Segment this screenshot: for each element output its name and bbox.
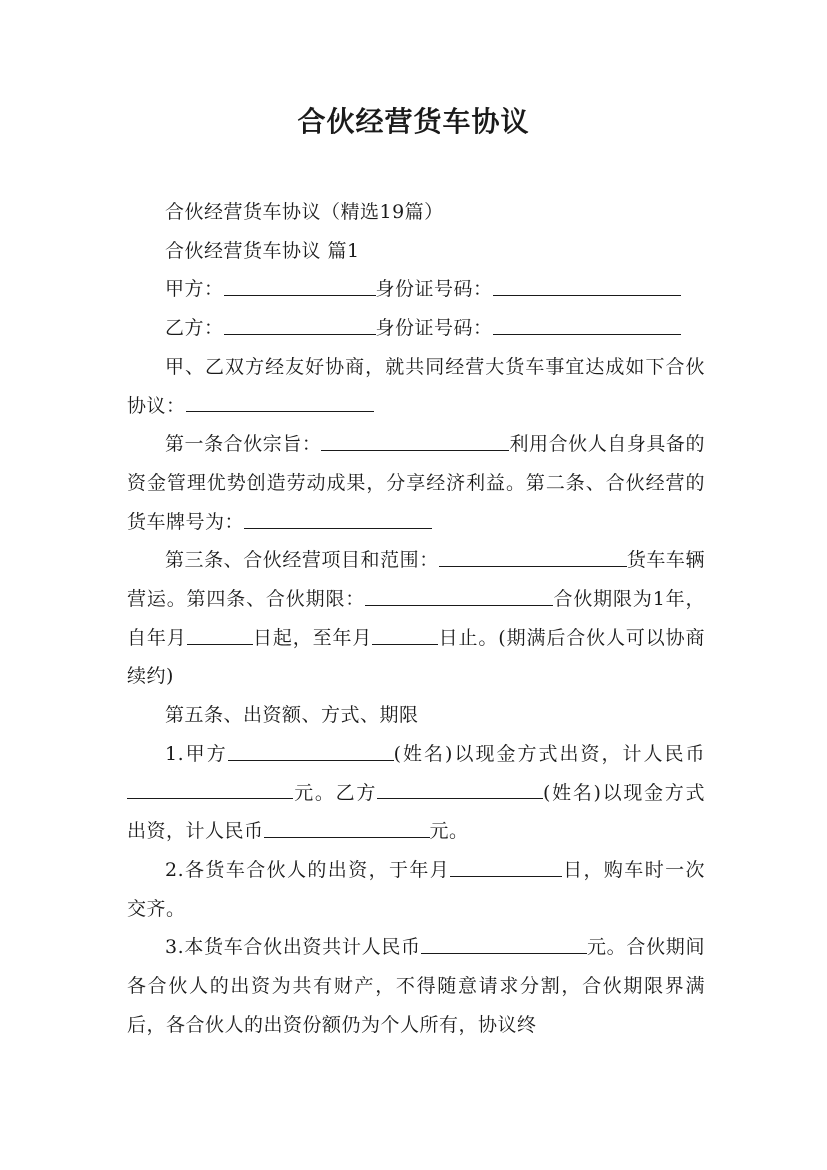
text-run: 合伙经营货车协议（精选19篇）	[165, 201, 444, 223]
text-run: 甲方：	[165, 278, 224, 301]
text-run: 合伙经营货车协议 篇1	[165, 239, 360, 262]
text-run: 甲、乙双方经友好协商，就共同经营大货车事宜达成如下合伙协议：	[127, 355, 705, 417]
paragraph-party-b	[127, 309, 705, 348]
fill-in-blank[interactable]	[421, 936, 587, 954]
fill-in-blank[interactable]	[187, 627, 253, 645]
text-run: 元。乙方	[293, 781, 378, 804]
fill-in-blank[interactable]	[127, 781, 293, 799]
fill-in-blank[interactable]	[372, 627, 438, 645]
fill-in-blank[interactable]	[321, 433, 509, 451]
paragraph-clause-3	[127, 928, 705, 1044]
text-run: 第三条、合伙经营项目和范围：	[165, 549, 439, 572]
text-run: 日，购车时一次交齐。	[127, 858, 705, 920]
text-run: 日起，至年月	[252, 626, 373, 649]
fill-in-blank[interactable]	[186, 394, 374, 412]
fill-in-blank[interactable]	[377, 781, 543, 799]
fill-in-blank[interactable]	[439, 549, 627, 567]
text-run: 货车车辆营运。第四条、合伙期限：	[127, 549, 705, 611]
text-run: (姓名)以现金方式出资，计人民币	[393, 742, 705, 765]
paragraph-section-heading	[127, 232, 705, 271]
text-run: 元。合伙期间各合伙人的出资为共有财产，不得随意请求分割，合伙期限界满后，各合伙人的出资份额仍为个人所有，协议终	[127, 936, 705, 1036]
paragraph-party-a	[127, 270, 705, 309]
text-run: 身份证号码：	[375, 317, 493, 340]
fill-in-blank[interactable]	[228, 743, 394, 761]
paragraph-article-3-4	[127, 541, 705, 696]
paragraph-subtitle	[127, 193, 705, 232]
document-title: 合伙经营货车协议	[297, 105, 530, 138]
text-run: 利用合伙人自身具备的资金管理优势创造劳动成果，分享经济利益。第二条、合伙经营的货车牌号为：	[127, 433, 705, 533]
text-run: 合伙期限为1年，自年月	[127, 588, 705, 649]
fill-in-blank[interactable]	[493, 278, 681, 296]
text-run: 第五条、出资额、方式、期限	[165, 704, 419, 727]
document-body	[127, 193, 705, 1044]
paragraph-clause-1	[127, 735, 705, 851]
text-run: 第一条合伙宗旨：	[165, 433, 322, 456]
paragraph-article-1-2	[127, 425, 705, 541]
paragraph-clause-2	[127, 851, 705, 928]
text-run: 元。	[429, 820, 469, 843]
text-run: 身份证号码：	[375, 278, 493, 301]
paragraph-intro	[127, 348, 705, 425]
fill-in-blank[interactable]	[244, 510, 432, 528]
fill-in-blank[interactable]	[493, 317, 681, 335]
text-run: 2.各货车合伙人的出资，于年月	[165, 858, 451, 881]
fill-in-blank[interactable]	[264, 820, 430, 838]
fill-in-blank[interactable]	[365, 588, 553, 606]
fill-in-blank[interactable]	[224, 317, 376, 335]
text-run: (姓名)以现金方式出资，计人民币	[127, 781, 705, 843]
text-run: 乙方：	[165, 317, 224, 340]
text-run: 1.甲方	[165, 742, 228, 765]
text-run: 日止。(期满后合伙人可以协商续约)	[127, 626, 705, 688]
fill-in-blank[interactable]	[450, 859, 562, 877]
paragraph-article-5-heading	[127, 696, 705, 735]
fill-in-blank[interactable]	[224, 278, 376, 296]
text-run: 3.本货车合伙出资共计人民币	[165, 936, 421, 959]
